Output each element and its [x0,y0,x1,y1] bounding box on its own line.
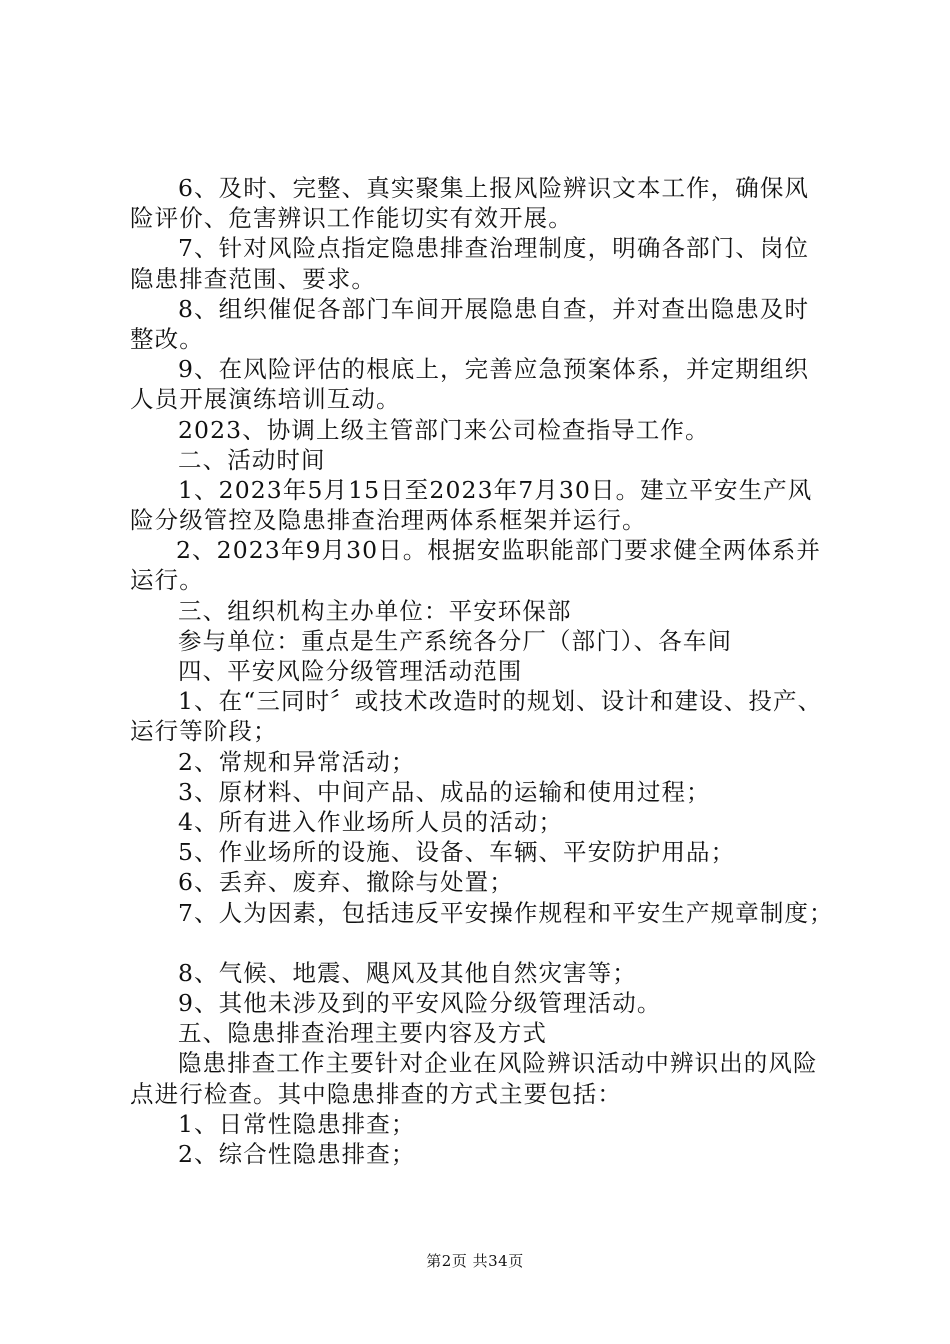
list-item: 2、综合性隐患排查； [178,1140,416,1168]
section-heading: 二、活动时间 [178,445,326,474]
paragraph-line: 参与单位：重点是生产系统各分厂（部门）、各车间 [178,626,733,655]
document-body [130,173,845,1169]
paragraph-line: 隐患排查范围、要求。 [130,264,376,293]
blank-line [130,928,845,958]
paragraph-line: 运行等阶段； [130,717,278,746]
paragraph-line: 隐患排查工作主要针对企业在风险辨识活动中辨识出的风险 [178,1049,818,1078]
paragraph-line: 2、2023年9月30日。根据安监职能部门要求健全两体系并 [176,536,822,565]
paragraph-line: 2023、协调上级主管部门来公司检查指导工作。 [178,415,710,444]
paragraph-line: 1、2023年5月15日至2023年7月30日。建立平安生产风 [178,475,813,504]
list-item: 1、日常性隐患排查； [178,1109,416,1138]
paragraph-line: 1、在“三同时〞或技术改造时的规划、设计和建设、投产、 [178,687,823,716]
list-item: 8、气候、地震、飓风及其他自然灾害等； [178,958,637,987]
paragraph-line: 险分级管控及隐患排查治理两体系框架并运行。 [130,506,647,535]
paragraph-line: 6、及时、完整、真实聚集上报风险辨识文本工作，确保风 [178,174,810,202]
paragraph-line: 运行。 [130,566,204,595]
list-item: 2、常规和异常活动； [178,747,416,776]
section-heading: 四、平安风险分级管理活动范围 [178,657,523,685]
paragraph-line: 9、在风险评估的根底上，完善应急预案体系，并定期组织 [178,355,810,384]
paragraph-line: 8、组织催促各部门车间开展隐患自查，并对查出隐患及时 [178,294,810,323]
section-heading: 五、隐患排查治理主要内容及方式 [178,1019,547,1048]
list-item: 5、作业场所的设施、设备、车辆、平安防护用品； [178,838,736,867]
list-item: 3、原材料、中间产品、成品的运输和使用过程； [178,777,711,806]
list-item: 4、所有进入作业场所人员的活动； [178,807,564,836]
list-item: 7、人为因素，包括违反平安操作规程和平安生产规章制度； [178,898,834,927]
paragraph-line: 整改。 [130,324,204,353]
page-footer: 第2页 共34页 [426,1252,524,1270]
paragraph-line: 点进行检查。其中隐患排查的方式主要包括： [130,1079,622,1108]
section-heading: 三、组织机构主办单位：平安环保部 [178,596,572,625]
paragraph-line: 险评价、危害辨识工作能切实有效开展。 [130,204,573,233]
list-item: 9、其他未涉及到的平安风险分级管理活动。 [178,989,662,1018]
paragraph-line: 人员开展演练培训互动。 [130,385,401,414]
list-item: 6、丢弃、废弃、撤除与处置； [178,868,514,897]
paragraph-line: 7、针对风险点指定隐患排查治理制度，明确各部门、岗位 [178,234,810,263]
